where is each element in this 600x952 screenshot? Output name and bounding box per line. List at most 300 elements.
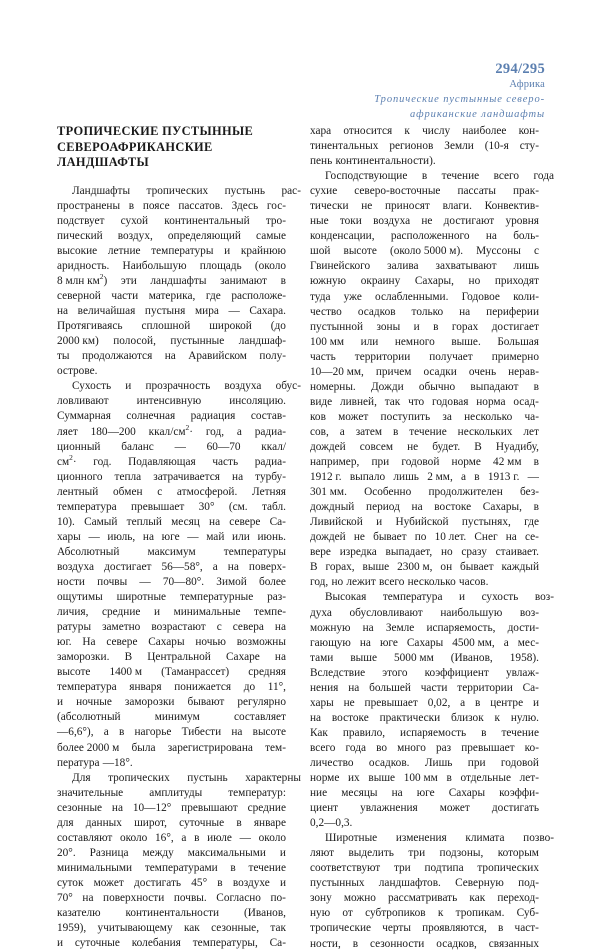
text-line xyxy=(310,274,539,289)
word: на xyxy=(362,621,374,634)
text-line xyxy=(57,214,286,229)
word: циент xyxy=(310,802,339,815)
word: 1958). xyxy=(509,651,539,664)
word: Высокая xyxy=(325,591,367,604)
word: казателю xyxy=(57,907,101,920)
article-title xyxy=(57,124,286,171)
text-line xyxy=(57,590,286,605)
word: составляют xyxy=(57,831,113,844)
word: эти xyxy=(120,275,137,288)
word: сезонные xyxy=(57,801,103,814)
text-line xyxy=(310,621,539,636)
word: подтипа xyxy=(424,862,464,875)
word: 100 мм xyxy=(403,772,438,785)
text-line xyxy=(310,500,539,515)
word: 1400 м xyxy=(109,666,143,679)
word: бывает xyxy=(460,561,494,574)
word: определяющий xyxy=(167,229,241,242)
word: будет. xyxy=(432,440,461,453)
word: ционного xyxy=(57,470,103,483)
word: пустынь xyxy=(187,771,228,784)
word: между xyxy=(142,846,174,859)
word: хары xyxy=(310,696,334,709)
word: период xyxy=(366,501,400,514)
word: радиа- xyxy=(254,455,286,468)
word: 70° xyxy=(57,891,73,904)
word: позво- xyxy=(523,832,554,845)
word: отдельные xyxy=(460,772,511,785)
word: воздухе xyxy=(232,876,270,889)
word: высоте xyxy=(57,666,91,679)
text-line xyxy=(310,651,539,666)
word: гос- xyxy=(266,199,286,212)
word: 60—70 xyxy=(206,440,241,453)
word: может xyxy=(439,802,470,815)
word: всего xyxy=(378,576,405,589)
word: востоке xyxy=(331,711,369,724)
word: тепла xyxy=(114,470,142,483)
word: (около xyxy=(254,260,286,273)
word: или xyxy=(360,335,379,348)
word: месяц xyxy=(171,515,200,528)
word: январе xyxy=(253,816,286,829)
word: воздуха xyxy=(373,215,411,228)
text-line xyxy=(57,891,286,906)
word: заморозки. xyxy=(57,651,110,664)
word: выпало xyxy=(349,471,386,484)
word: —6,6°), xyxy=(57,726,94,739)
word: климата xyxy=(465,832,505,845)
word: Тибести xyxy=(181,726,222,739)
word: теплый xyxy=(126,515,162,528)
word: пассатов. xyxy=(178,199,223,212)
text-line xyxy=(57,695,286,710)
word: Разница xyxy=(89,846,129,859)
word: может xyxy=(93,876,124,889)
text-line xyxy=(310,320,539,335)
word: достигают xyxy=(443,215,495,228)
word: острове. xyxy=(57,365,98,378)
word: так xyxy=(384,395,401,408)
word: может xyxy=(338,410,369,423)
word: получает xyxy=(429,350,473,363)
word: лентный xyxy=(57,485,99,498)
word: учитывающему xyxy=(97,922,173,935)
word: а xyxy=(503,636,509,649)
word: достигать xyxy=(133,876,182,889)
word: Господствующие xyxy=(325,170,408,183)
word: ние xyxy=(310,787,328,800)
text-line xyxy=(310,816,539,831)
word: поверх- xyxy=(248,560,286,573)
word: обычно xyxy=(418,380,456,393)
word: выпадают xyxy=(470,380,519,393)
word: 0,2—0,3. xyxy=(310,817,353,830)
word: наибольшую xyxy=(440,606,503,619)
word: увлаж- xyxy=(505,666,539,679)
word: не xyxy=(343,696,355,709)
word: максимум xyxy=(147,545,196,558)
text-line xyxy=(310,545,539,560)
word: 100 мм xyxy=(310,335,345,348)
word: около xyxy=(119,831,148,844)
word: достигает xyxy=(104,560,152,573)
word: аридность. xyxy=(57,260,110,273)
word: осад- xyxy=(513,395,539,408)
word: полосой, xyxy=(113,335,156,348)
word: окраину xyxy=(360,275,401,288)
word: достигать xyxy=(491,802,539,815)
word: уже xyxy=(343,290,362,303)
word: соответствуют xyxy=(310,862,381,875)
word: относится xyxy=(343,125,393,137)
word: несколько xyxy=(407,576,456,589)
word: в xyxy=(474,471,480,484)
word: радиа- xyxy=(254,425,286,438)
word: с xyxy=(216,621,222,634)
word: примерно xyxy=(491,350,539,363)
text-line xyxy=(310,410,539,425)
word: стаивает. xyxy=(495,546,539,559)
word: три xyxy=(393,862,411,875)
word: табл. xyxy=(261,500,286,513)
word: Земле xyxy=(385,621,415,634)
word: тропических xyxy=(477,862,539,875)
word: 2000 км) xyxy=(57,335,99,348)
word: температуры xyxy=(151,244,214,257)
word: Особенно xyxy=(364,486,412,499)
word: часов. xyxy=(458,576,489,589)
text-line xyxy=(57,199,286,214)
word: в xyxy=(280,275,286,288)
word: Как xyxy=(310,726,328,739)
word: коли- xyxy=(513,290,539,303)
word: воз- xyxy=(534,591,554,604)
word: —18°. xyxy=(102,756,133,769)
word: на xyxy=(274,621,286,634)
word: осадков, xyxy=(436,937,477,950)
word: Снег xyxy=(474,531,498,544)
word: и xyxy=(224,244,231,257)
word: туда xyxy=(310,290,331,303)
word: возрастают xyxy=(151,621,206,634)
word: дождей xyxy=(310,440,346,453)
text-line xyxy=(57,364,286,379)
word: высоте xyxy=(343,245,377,258)
word: Зимой xyxy=(216,576,247,588)
text-line xyxy=(57,244,286,259)
word: высокие xyxy=(57,244,98,257)
word: — xyxy=(139,576,151,588)
word: норме xyxy=(451,456,481,469)
word: нения xyxy=(310,681,339,694)
text-line xyxy=(310,681,539,696)
word: характерны xyxy=(245,771,301,784)
word: юге xyxy=(379,636,398,649)
text-line xyxy=(310,365,539,380)
word: севере xyxy=(106,636,138,649)
word: в xyxy=(533,456,539,469)
word: года xyxy=(533,170,554,183)
word: Протягиваясь xyxy=(57,320,123,333)
word: полу- xyxy=(259,350,286,363)
word: пространены xyxy=(57,199,121,212)
word: только xyxy=(411,305,444,318)
text-line xyxy=(57,452,286,470)
text-line xyxy=(57,515,286,530)
word: нулю. xyxy=(510,711,539,724)
running-head xyxy=(245,60,545,122)
word: превышают xyxy=(181,801,238,814)
word: вере xyxy=(310,546,331,559)
word: В xyxy=(124,651,133,664)
word: правило, xyxy=(342,726,386,739)
word: ты xyxy=(57,350,70,363)
word: юг. xyxy=(57,636,72,649)
word: ча- xyxy=(524,410,539,423)
word: по- xyxy=(270,891,286,904)
word: Са- xyxy=(269,937,286,950)
word: бывают xyxy=(187,696,225,709)
word: осадков xyxy=(357,305,396,318)
word: дождный xyxy=(310,501,355,514)
text-line xyxy=(310,455,539,470)
body-text-left xyxy=(57,184,301,951)
word: северной xyxy=(57,290,101,303)
text-line xyxy=(57,470,286,485)
text-line xyxy=(57,680,286,695)
word: токи xyxy=(339,215,362,228)
word: гающую xyxy=(310,636,351,649)
word: части xyxy=(420,681,448,694)
word: субтропиков xyxy=(365,907,426,920)
word: регулярно xyxy=(237,696,286,709)
word: при xyxy=(371,456,390,469)
word: не xyxy=(353,531,365,544)
word: ливней, xyxy=(339,395,377,408)
word: и xyxy=(532,696,539,709)
word: крайнюю xyxy=(240,244,286,257)
word: в xyxy=(533,501,539,514)
paragraph xyxy=(310,124,539,169)
text-line xyxy=(310,259,539,274)
word: дости- xyxy=(507,621,539,634)
word: а xyxy=(236,425,242,438)
word: 1912 г. xyxy=(310,471,342,484)
word: в xyxy=(230,861,236,874)
text-line xyxy=(57,289,286,304)
word: проявляются, xyxy=(422,922,487,935)
word: выше xyxy=(368,772,396,785)
word: регионов xyxy=(389,140,434,153)
word: не xyxy=(421,215,433,228)
word: 42 мм xyxy=(493,456,522,469)
word: 56—58°, xyxy=(161,560,203,573)
word: бывает xyxy=(373,531,407,544)
word: на xyxy=(459,305,471,318)
word: причем xyxy=(375,365,412,378)
word: 10). xyxy=(57,515,75,528)
word: рас- xyxy=(281,184,301,197)
word: обус- xyxy=(275,380,301,393)
word: числу xyxy=(422,125,451,137)
word: увлажнения xyxy=(360,802,418,815)
word: ослабленными. xyxy=(375,290,449,303)
word: интенсивную xyxy=(136,395,202,408)
word: В xyxy=(474,440,482,453)
word: — xyxy=(239,831,251,844)
word: близок xyxy=(451,711,484,724)
word: и xyxy=(376,516,383,529)
text-line xyxy=(310,124,539,139)
word: раз- xyxy=(267,591,286,604)
text-line xyxy=(57,334,286,349)
word: можно xyxy=(343,892,376,905)
word: горах, xyxy=(325,561,355,574)
word: занимают xyxy=(220,275,267,288)
text-line xyxy=(57,846,286,861)
word: Аравийском xyxy=(188,350,247,363)
word: поступить xyxy=(380,410,431,423)
word: 0,02, xyxy=(427,696,451,709)
word: в xyxy=(533,380,539,393)
text-line xyxy=(310,696,539,711)
word: Сахары xyxy=(148,636,185,649)
word: осадки xyxy=(423,365,457,378)
word: в xyxy=(446,772,452,785)
word: пень xyxy=(310,155,333,168)
word: личество xyxy=(310,756,354,769)
text-line xyxy=(310,937,539,952)
word: но xyxy=(440,546,453,559)
word: Земли xyxy=(444,140,474,153)
word: к xyxy=(437,907,444,920)
text-line xyxy=(310,470,539,485)
word: температуры, xyxy=(192,937,258,950)
word: сезонные, xyxy=(211,922,260,935)
word: года xyxy=(345,741,366,754)
word: — xyxy=(187,530,199,543)
text-line xyxy=(57,500,286,515)
word: для xyxy=(57,816,74,829)
word: рассматривать xyxy=(388,892,458,905)
word: прозрачность xyxy=(145,380,211,393)
word: личия, xyxy=(57,606,89,619)
text-line xyxy=(310,831,554,846)
word: достигает xyxy=(491,320,539,333)
word: суток xyxy=(57,876,84,889)
word: а xyxy=(460,696,466,709)
word: а xyxy=(181,831,187,844)
word: южную xyxy=(310,275,347,288)
word: 11°, xyxy=(267,681,286,694)
word: и xyxy=(413,320,420,333)
word: переход- xyxy=(497,892,539,905)
text-line xyxy=(57,816,286,831)
word: июнь. xyxy=(257,530,286,543)
word: под- xyxy=(518,877,539,890)
word: их xyxy=(348,772,360,785)
word: тинентальных xyxy=(310,140,379,153)
word: Согласно xyxy=(216,891,261,904)
text-line xyxy=(310,801,539,816)
word: шой xyxy=(310,245,331,258)
running-head-title-line-2: африканские ландшафты xyxy=(410,108,545,120)
text-line xyxy=(310,335,539,350)
word: изменения xyxy=(395,832,447,845)
word: в xyxy=(433,320,439,333)
word: Подавляющая xyxy=(128,455,196,468)
word: Сахары xyxy=(448,787,486,800)
word: где xyxy=(205,290,221,303)
text-line xyxy=(310,606,539,621)
word: сухость xyxy=(481,591,519,604)
word: на xyxy=(209,515,221,528)
word: ккал/ xyxy=(261,440,286,453)
word: сов, xyxy=(310,425,329,438)
word: тем- xyxy=(265,741,286,754)
text-line xyxy=(310,906,539,921)
word: (10-я xyxy=(484,140,509,153)
running-head-region: Африка xyxy=(509,79,545,91)
text-line xyxy=(57,786,286,801)
word: не xyxy=(361,200,373,213)
text-line xyxy=(310,290,539,305)
paragraph xyxy=(57,379,301,770)
word: сразу xyxy=(461,546,487,559)
word: Абсолютный xyxy=(57,545,120,558)
running-head-title-line-1: Тропические пустынные северо- xyxy=(374,93,545,105)
word: прак- xyxy=(513,185,539,198)
word: Ливийской xyxy=(310,516,363,529)
body-text-right xyxy=(310,124,554,952)
text-line xyxy=(310,771,539,786)
text-line xyxy=(310,244,539,259)
word: во xyxy=(376,741,387,754)
word: 30° xyxy=(198,500,215,513)
word: годовой xyxy=(500,756,539,769)
word: Сахары, xyxy=(482,501,522,514)
text-line xyxy=(57,831,286,846)
word: зону xyxy=(310,892,332,905)
word: в xyxy=(475,696,481,709)
word: воз- xyxy=(519,606,539,619)
word: более xyxy=(259,576,286,588)
text-line xyxy=(310,590,554,605)
word: тро- xyxy=(265,214,286,227)
word: от xyxy=(342,907,353,920)
word: обусловливают xyxy=(349,606,423,619)
article-title-line-2: СЕВЕРОАФРИКАНСКИЕ xyxy=(57,139,213,154)
word: солнечная xyxy=(126,410,176,423)
word: как xyxy=(183,922,200,935)
word: коэффициент xyxy=(424,666,489,679)
word: течение xyxy=(441,170,480,183)
word: тически xyxy=(310,200,349,213)
word: сухой xyxy=(120,214,149,227)
word: расположенного xyxy=(390,230,470,243)
text-line xyxy=(310,184,539,199)
word: была xyxy=(131,741,156,754)
word: выделить xyxy=(348,847,394,860)
word: самые xyxy=(256,229,286,242)
word: пустынной xyxy=(310,320,364,333)
word: но xyxy=(331,576,344,589)
word: нагорье xyxy=(134,726,172,739)
word: и xyxy=(57,696,64,709)
word: и xyxy=(279,846,286,859)
word: Здесь xyxy=(231,199,259,212)
